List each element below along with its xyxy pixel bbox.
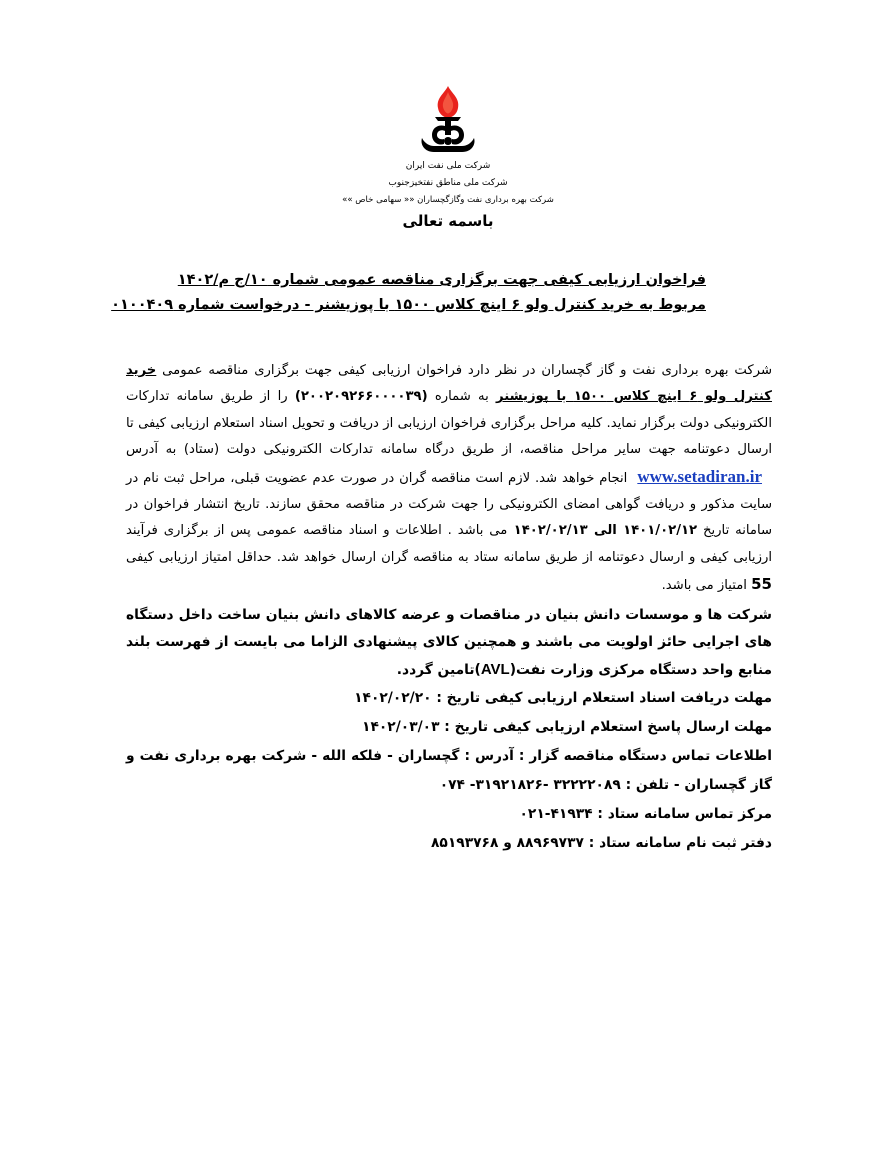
deadline-send: مهلت ارسال پاسخ استعلام ارزیابی کیفی تاریخ : ۱۴۰۲/۰۳/۰۳	[362, 718, 772, 735]
p2-text-a: شرکت ها و موسسات دانش بنیان در مناقصات و عرضه کالاهای دانش بنیان ساخت داخل دستگاه های اجرایی حائز اولویت می باشند و همچنین کالای پیشنهادی الزاما می بایست از فهرست بلند منابع واحد دستگاه مرکزی وزارت نفت(	[126, 606, 772, 678]
tender-number: (۲۰۰۲۰۹۲۶۶۰۰۰۰۳۹)	[294, 389, 428, 405]
org-name-nioc: شرکت ملی نفت ایران	[405, 161, 491, 171]
p1-text-c: را از طریق سامانه تدارکات الکترونیکی دولت برگزار نماید. کلیه مراحل برگزاری فراخوان ارزیابی از دریافت و تحویل اسناد استعلام ارزیابی کیفی تا ارسال دعوتنامه جهت سایر مراحل مناقصه، از طریق درگاه سامانه تدارکات الکترونیکی دولت (ستاد) به آدرس	[126, 389, 772, 458]
p2-text-b: )تامین گردد.	[396, 661, 481, 678]
title-line-1: فراخوان ارزیابی کیفی جهت برگزاری مناقصه عمومی شماره ۱۰/ج م/۱۴۰۲	[177, 272, 706, 288]
nioc-flame-logo-icon	[408, 84, 488, 156]
document-body	[126, 358, 772, 858]
setad-contact: مرکز تماس سامانه ستاد : ۴۱۹۳۴-۰۲۱	[519, 805, 772, 822]
p1-text-b: به شماره	[427, 389, 496, 405]
deadline-receive: مهلت دریافت اسناد استعلام ارزیابی کیفی تاریخ : ۱۴۰۲/۰۲/۲۰	[354, 689, 772, 706]
tender-item-name: خرید کنترل ولو ۶ اینچ کلاس ۱۵۰۰ با پوزیشنر	[126, 363, 772, 405]
setadiran-link[interactable]: www.setadiran.ir	[637, 466, 762, 486]
org-name-nisoc: شرکت ملی مناطق نفتخیزجنوب	[388, 178, 508, 188]
letterhead	[0, 84, 896, 209]
document-title	[111, 268, 706, 318]
org-name-gachsaran: شرکت بهره برداری نفت وگازگچساران «« سهامی خاص »»	[342, 195, 554, 205]
main-paragraph	[126, 358, 772, 600]
knowledge-based-paragraph	[126, 602, 772, 684]
p1-text-e: می باشد . اطلاعات و اسناد مناقصه عمومی پس از برگزاری فرآیند ارزیابی کیفی و ارسال دعوتنامه از طریق سامانه ستاد به مناقصه گران ارسال خواهد شد. حداقل امتیاز ارزیابی کیفی	[126, 523, 772, 565]
publish-dates: ۱۴۰۱/۰۲/۱۲ الی ۱۴۰۲/۰۲/۱۳	[507, 523, 698, 539]
p1-text-f: امتیاز می باشد.	[661, 578, 752, 594]
min-score: 55	[751, 575, 772, 594]
p1-text-a: شرکت بهره برداری نفت و گاز گچساران در نظر دارد فراخوان ارزیابی کیفی جهت برگزاری مناقصه عمومی	[156, 363, 772, 378]
p1-text-d: انجام خواهد شد. لازم است مناقصه گران در صورت عدم عضویت قبلی، مراحل ثبت نام در سایت مذکور و دریافت گواهی امضای الکترونیکی را جهت شرکت در مناقصه محقق سازند. تاریخ انتشار فراخوان در سامانه تاریخ	[126, 470, 773, 539]
setad-registration: دفتر ثبت نام سامانه ستاد : ۸۸۹۶۹۷۳۷ و ۸۵۱۹۳۷۶۸	[431, 834, 772, 851]
contact-info: اطلاعات تماس دستگاه مناقصه گزار : آدرس : گچساران - فلکه الله - شرکت بهره برداری نفت و گاز گچساران - تلفن : ۳۲۲۲۲۰۸۹ -۳۱۹۲۱۸۲۶- ۰۷۴	[126, 747, 772, 793]
title-line-2: مربوط به خرید کنترل ولو ۶ اینچ کلاس ۱۵۰۰ با پوزیشنر - درخواست شماره ۰۱۰۰۴۰۹	[111, 297, 706, 313]
bismillah-heading: باسمه تعالی	[402, 212, 494, 230]
avl-label: AVL	[480, 660, 510, 678]
